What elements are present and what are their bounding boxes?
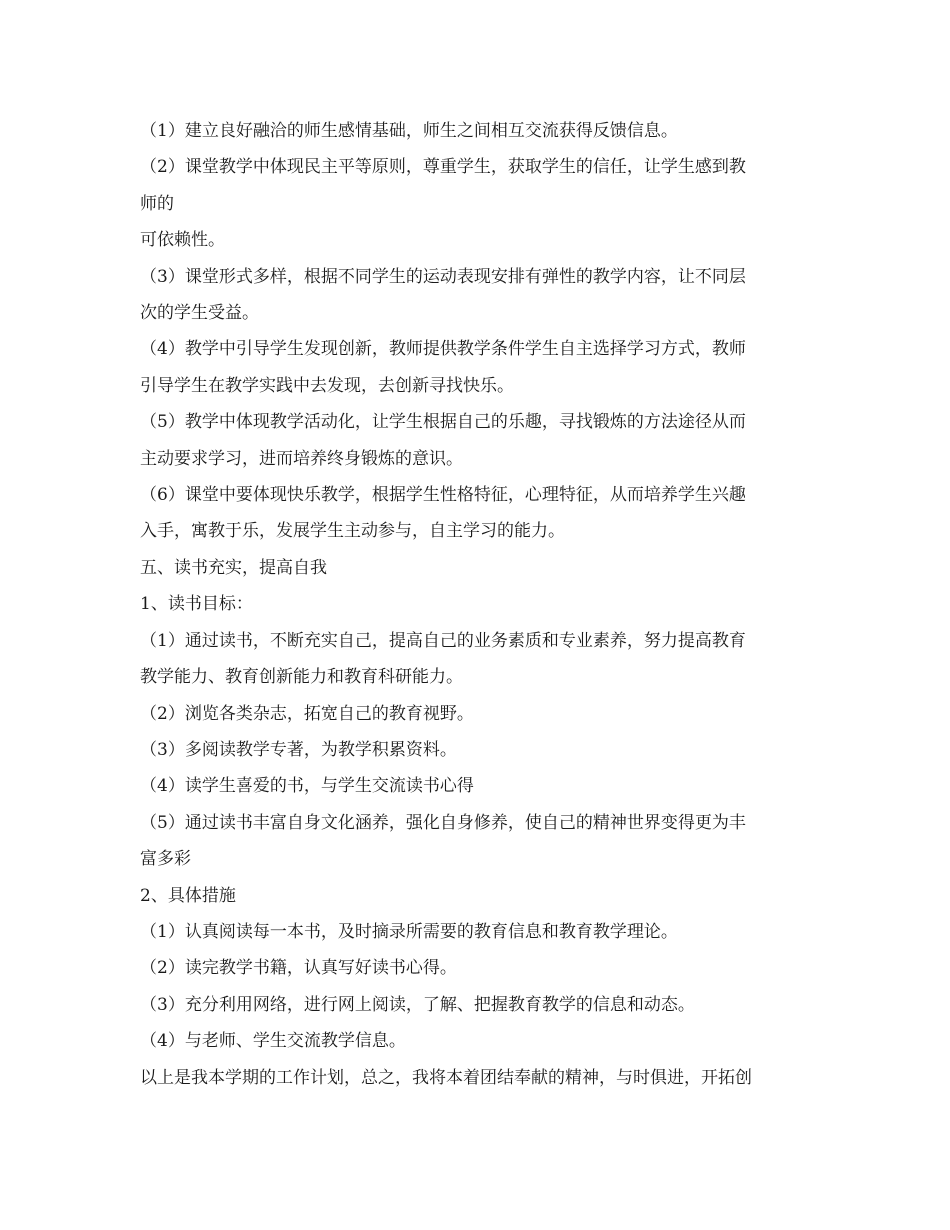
text-line: 师的 (140, 193, 174, 214)
text-line: （6）课堂中要体现快乐教学，根据学生性格特征，心理特征，从而培养学生兴趣 (140, 485, 746, 506)
text-line: 引导学生在教学实践中去发现，去创新寻找快乐。 (140, 375, 514, 396)
text-line: （1）通过读书，不断充实自己，提高自己的业务素质和专业素养，努力提高教育 (140, 630, 746, 651)
text-line: 教学能力、教育创新能力和教育科研能力。 (140, 667, 463, 688)
text-line: 次的学生受益。 (140, 303, 259, 324)
text-line: （3）多阅读教学专著，为教学积累资料。 (140, 739, 457, 760)
text-line: （2）读完教学书籍，认真写好读书心得。 (140, 958, 457, 979)
text-line: 可依赖性。 (140, 230, 225, 251)
text-line: （3）充分利用网络，进行网上阅读，了解、把握教育教学的信息和动态。 (140, 994, 695, 1015)
text-line: 入手，寓教于乐，发展学生主动参与，自主学习的能力。 (140, 521, 565, 542)
text-line: 以上是我本学期的工作计划，总之，我将本着团结奉献的精神，与时俱进，开拓创 (140, 1067, 752, 1088)
subsection-heading: 1、读书目标： (140, 594, 253, 615)
text-line: （4）教学中引导学生发现创新，教师提供教学条件学生自主选择学习方式，教师 (140, 339, 746, 360)
text-line: 主动要求学习，进而培养终身锻炼的意识。 (140, 448, 463, 469)
text-line: （1）认真阅读每一本书，及时摘录所需要的教育信息和教育教学理论。 (140, 921, 678, 942)
text-line: （1）建立良好融洽的师生感情基础，师生之间相互交流获得反馈信息。 (140, 121, 678, 141)
document-body (140, 113, 830, 1096)
text-line: （2）浏览各类杂志，拓宽自己的教育视野。 (140, 703, 474, 724)
section-heading: 五、读书充实，提高自我 (140, 557, 327, 578)
text-line: （4）读学生喜爱的书，与学生交流读书心得 (140, 776, 474, 797)
text-line: （5）通过读书丰富自身文化涵养，强化自身修养，使自己的精神世界变得更为丰 (140, 812, 746, 833)
text-line: （3）课堂形式多样，根据不同学生的运动表现安排有弹性的教学内容，让不同层 (140, 266, 746, 287)
text-line: （5）教学中体现教学活动化，让学生根据自己的乐趣，寻找锻炼的方法途径从而 (140, 412, 746, 433)
text-line: 富多彩 (140, 849, 191, 870)
text-line: （2）课堂教学中体现民主平等原则，尊重学生，获取学生的信任，让学生感到教 (140, 157, 746, 178)
subsection-heading: 2、具体措施 (140, 885, 236, 906)
text-line: （4）与老师、学生交流教学信息。 (140, 1031, 406, 1052)
